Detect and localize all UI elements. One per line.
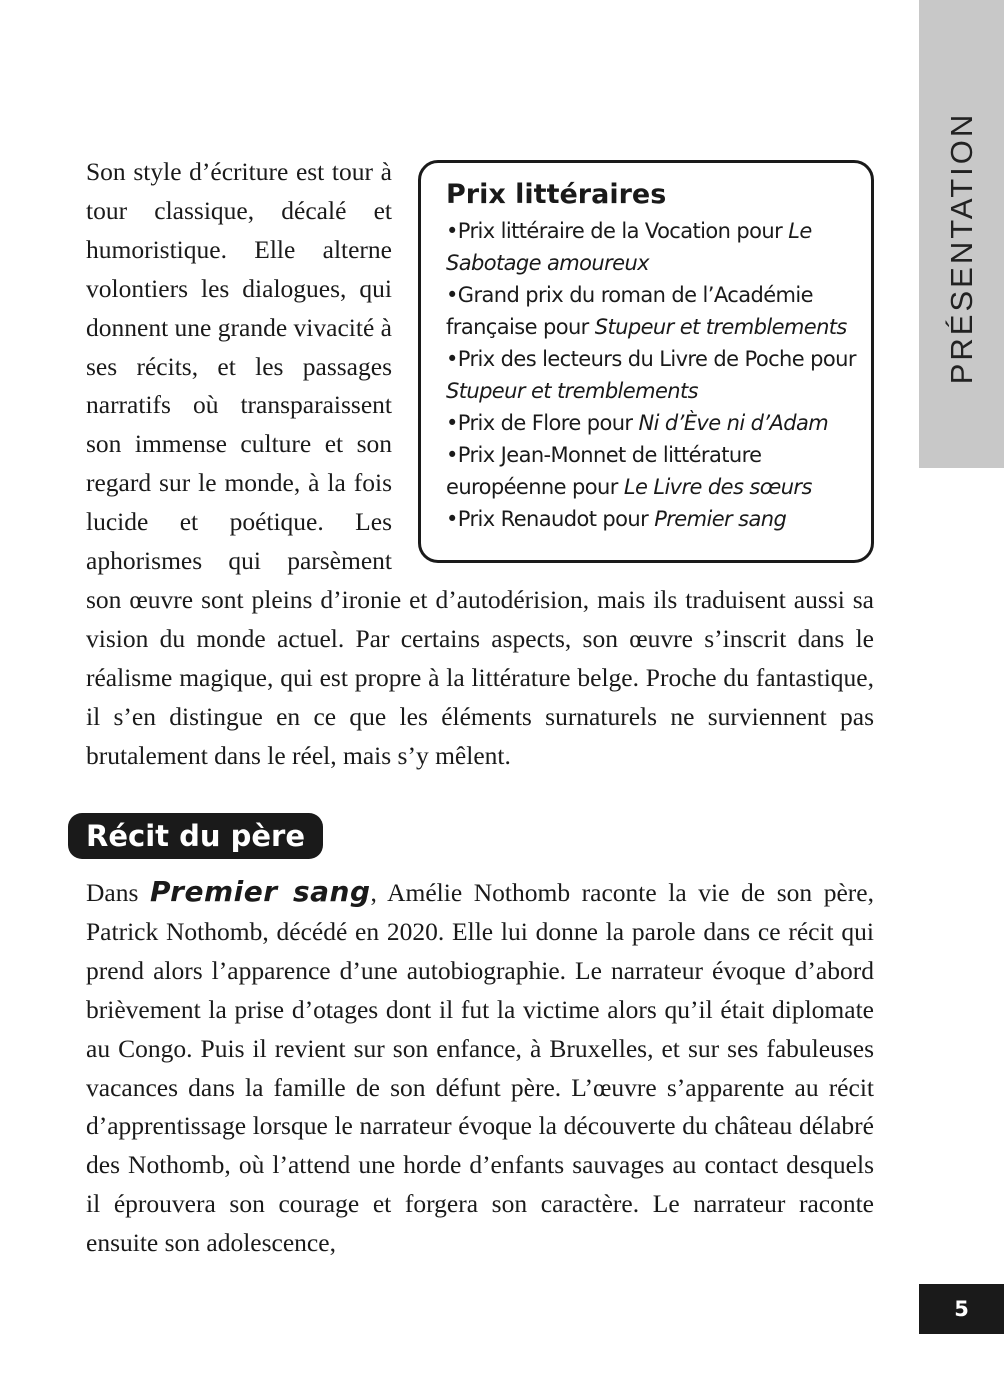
prize-item: • Prix littéraire de la Vocation pour Le Sabotage amoureux — [446, 215, 861, 279]
prize-item: • Prix Renaudot pour Premier sang — [446, 503, 861, 535]
father-story-section — [86, 873, 874, 1263]
prize-box-title: Prix littéraires — [446, 179, 667, 210]
book-title: Premier sang — [150, 875, 371, 908]
prize-item: • Prix Jean-Monnet de littérature européenne pour Le Livre des sœurs — [446, 439, 861, 503]
prize-list — [446, 215, 861, 535]
style-paragraph: Son style d’écriture est tour à tour classique, décalé et humoristique. Elle alterne volontiers les dialogues, qui donnent une grande vivacité à ses récits, et les passages narratifs où transparaissent son immense culture et son regard sur le monde, à la fois lucide et poétique. Les aphorismes qui parsèment son œuvre sont pleins d’ironie et d’autodérision, mais ils traduisent aussi sa vision du monde actuel. Par certains aspects, son œuvre s’inscrit dans le réalisme magique, qui est propre à la littérature belge. Proche du fantastique, il s’en distingue en ce que les éléments surnaturels ne surviennent pas brutalement dans le réel, mais s’y mêlent. — [86, 157, 874, 770]
prize-box — [418, 160, 874, 563]
prize-item: • Prix des lecteurs du Livre de Poche pour Stupeur et tremblements — [446, 343, 861, 407]
side-tab-label: PRÉSENTATION — [943, 111, 979, 385]
prize-item: • Grand prix du roman de l’Académie française pour Stupeur et tremblements — [446, 279, 861, 343]
section-heading: Récit du père — [68, 813, 323, 859]
page-number: 5 — [919, 1284, 1004, 1334]
intro-section — [86, 153, 874, 776]
father-story-paragraph: Dans Premier sang, Amélie Nothomb raconte la vie de son père, Patrick Nothomb, décédé en 2020. Elle lui donne la parole dans ce récit qui prend alors l’apparence d’une autobiographie. Le narrateur évoque d’abord brièvement la prise d’otages dont il fut la victime alors qu’il était diplomate au Congo. Puis il revient sur son enfance, à Bruxelles, et sur ses fabuleuses vacances dans la famille de son défunt père. L’œuvre s’apparente au récit d’apprentissage lorsque le narrateur évoque la découverte du château délabré des Nothomb, où l’attend une horde d’enfants sauvages au contact desquels il éprouvera son courage et forgera son caractère. Le narrateur raconte ensuite son adolescence, — [86, 875, 874, 1258]
section-side-tab — [919, 0, 1004, 468]
prize-item: • Prix de Flore pour Ni d’Ève ni d’Adam — [446, 407, 861, 439]
